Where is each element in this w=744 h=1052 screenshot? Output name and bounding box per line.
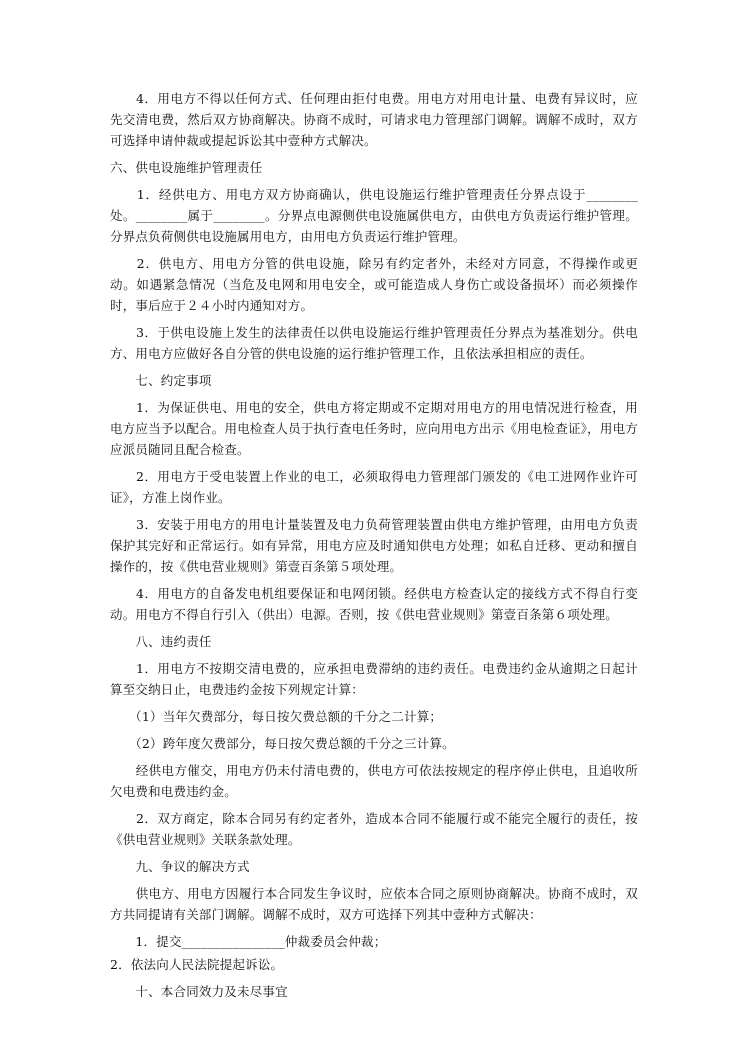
section-heading: 九、争议的解决方式 <box>110 859 250 874</box>
section-heading: 十、本合同效力及未尽事宜 <box>110 984 288 999</box>
paragraph: 2．用电方于受电装置上作业的电工，必须取得电力管理部门颁发的《电工进网作业许可证》，方准上岗作业。 <box>110 469 638 505</box>
paragraph: 1．为保证供电、用电的安全，供电方将定期或不定期对用电方的用电情况进行检查，用电方应当予以配合。用电检查人员于执行查电任务时，应向用电方出示《用电检查证》，用电方应派员随同且配合检查。 <box>110 400 638 457</box>
section-heading: 八、违约责任 <box>110 634 212 649</box>
paragraph: 经供电方催交，用电方仍未付清电费的，供电方可依法按规定的程序停止供电，且追收所欠电费和电费违约金。 <box>110 763 638 799</box>
paragraph: （1）当年欠费部分，每日按欠费总额的千分之二计算； <box>110 709 443 724</box>
paragraph: 2．依法向人民法院提起诉讼。 <box>110 957 284 972</box>
paragraph: 供电方、用电方因履行本合同发生争议时，应依本合同之原则协商解决。协商不成时，双方共同提请有关部门调解。调解不成时，双方可选择下列其中壹种方式解决： <box>110 886 638 922</box>
paragraph: 2．双方商定，除本合同另有约定者外，造成本合同不能履行或不能完全履行的责任，按《供电营业规则》关联条款处理。 <box>110 811 638 847</box>
paragraph: 1．经供电方、用电方双方协商确认，供电设施运行维护管理责任分界点设于________处。________属于________。分界点电源侧供电设施属供电方，由供电方负责运行维护管理。分界点负荷侧供电设施属用电方，由用电方负责运行维护管理。 <box>110 187 638 244</box>
paragraph: 4．用电方的自备发电机组要保证和电网闭锁。经供电方检查认定的接线方式不得自行变动。用电方不得自行引入（供出）电源。否则，按《供电营业规则》第壹百条第６项处理。 <box>110 586 638 622</box>
section-heading: 七、约定事项 <box>110 373 212 388</box>
paragraph: 4．用电方不得以任何方式、任何理由拒付电费。用电方对用电计量、电费有异议时，应先交清电费，然后双方协商解决。协商不成时，可请求电力管理部门调解。调解不成时，双方可选择申请仲裁或提起诉讼其中壹种方式解决。 <box>110 91 638 148</box>
paragraph: （2）跨年度欠费部分，每日按欠费总额的千分之三计算。 <box>110 736 455 751</box>
paragraph: 2．供电方、用电方分管的供电设施，除另有约定者外，未经对方同意，不得操作或更动。如遇紧急情况（当危及电网和用电安全，或可能造成人身伤亡或设备损坏）而必须操作时，事后应于２４小时内通知对方。 <box>110 256 638 313</box>
section-heading: 六、供电设施维护管理责任 <box>110 160 263 175</box>
paragraph: 3．安装于用电方的用电计量装置及电力负荷管理装置由供电方维护管理，由用电方负责保护其完好和正常运行。如有异常，用电方应及时通知供电方处理；如私自迁移、更动和擅自操作的，按《供电营业规则》第壹百条第５项处理。 <box>110 517 638 574</box>
paragraph: 1．用电方不按期交清电费的，应承担电费滞纳的违约责任。电费违约金从逾期之日起计算至交纳日止，电费违约金按下列规定计算： <box>110 661 638 697</box>
paragraph: 3．于供电设施上发生的法律责任以供电设施运行维护管理责任分界点为基准划分。供电方、用电方应做好各自分管的供电设施的运行维护管理工作，且依法承担相应的责任。 <box>110 325 638 361</box>
document-page <box>110 88 638 1008</box>
paragraph: 1．提交________________仲裁委员会仲裁； <box>110 934 387 949</box>
